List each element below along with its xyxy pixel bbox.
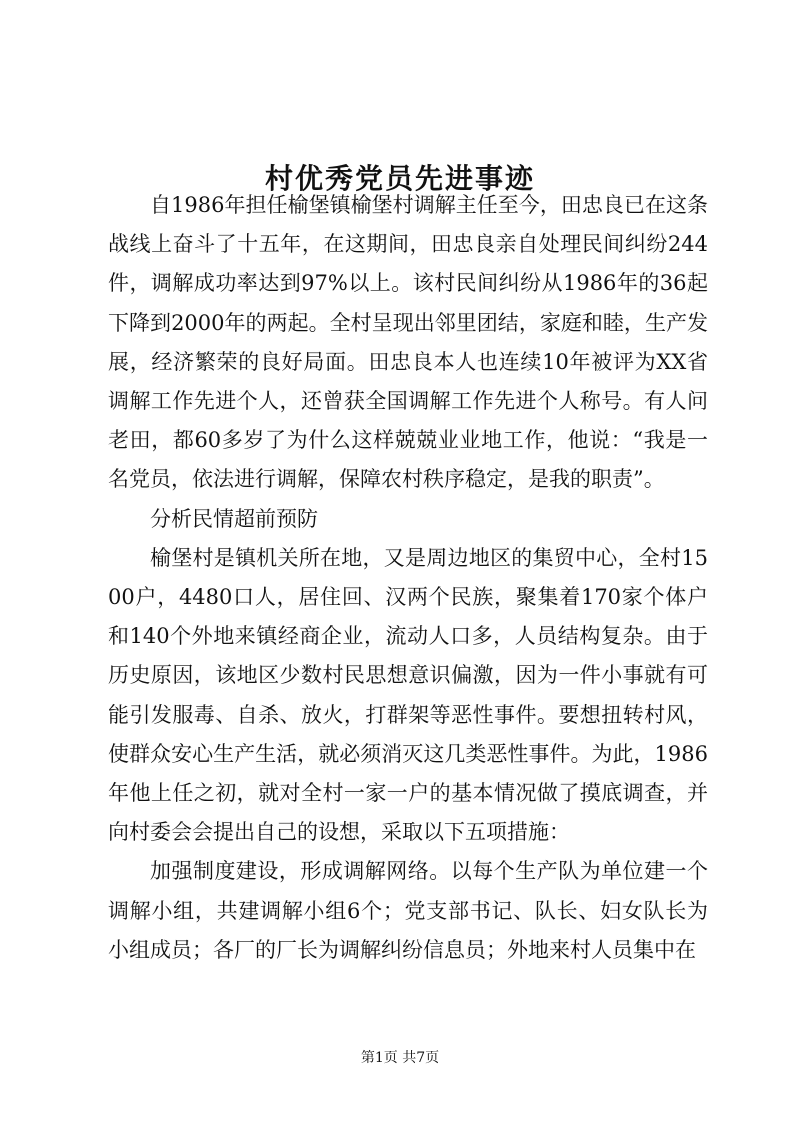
document-body	[108, 186, 708, 970]
paragraph-measures: 加强制度建设，形成调解网络。以每个生产队为单位建一个调解小组，共建调解小组6个；党支部书记、队长、妇女队长为小组成员；各厂的厂长为调解纠纷信息员；外地来村人员集中在	[108, 859, 708, 962]
page-footer: 第1页 共7页	[360, 1050, 440, 1066]
section-heading: 分析民情超前预防	[150, 506, 318, 531]
paragraph-village-situation: 榆堡村是镇机关所在地，又是周边地区的集贸中心，全村1500户，4480口人，居住回、汉两个民族，聚集着170家个体户和140个外地来镇经商企业，流动人口多，人员结构复杂。由于历史原因，该地区少数村民思想意识偏激，因为一件小事就有可能引发服毒、自杀、放火，打群架等恶性事件。要想扭转村风，使群众安心生产生活，就必须消灭这几类恶性事件。为此，1986年他上任之初，就对全村一家一户的基本情况做了摸底调查，并向村委会会提出自己的设想，采取以下五项措施：	[108, 545, 708, 845]
paragraph-intro: 自1986年担任榆堡镇榆堡村调解主任至今，田忠良已在这条战线上奋斗了十五年，在这期间，田忠良亲自处理民间纠纷244件，调解成功率达到97%以上。该村民间纠纷从1986年的36起下降到2000年的两起。全村呈现出邻里团结，家庭和睦，生产发展，经济繁荣的良好局面。田忠良本人也连续10年被评为XX省调解工作先进个人，还曾获全国调解工作先进个人称号。有人问老田，都60多岁了为什么这样兢兢业业地工作，他说：“我是一名党员，依法进行调解，保障农村秩序稳定，是我的职责”。	[108, 193, 708, 492]
document-title: 村优秀党员先进事迹	[264, 161, 535, 195]
